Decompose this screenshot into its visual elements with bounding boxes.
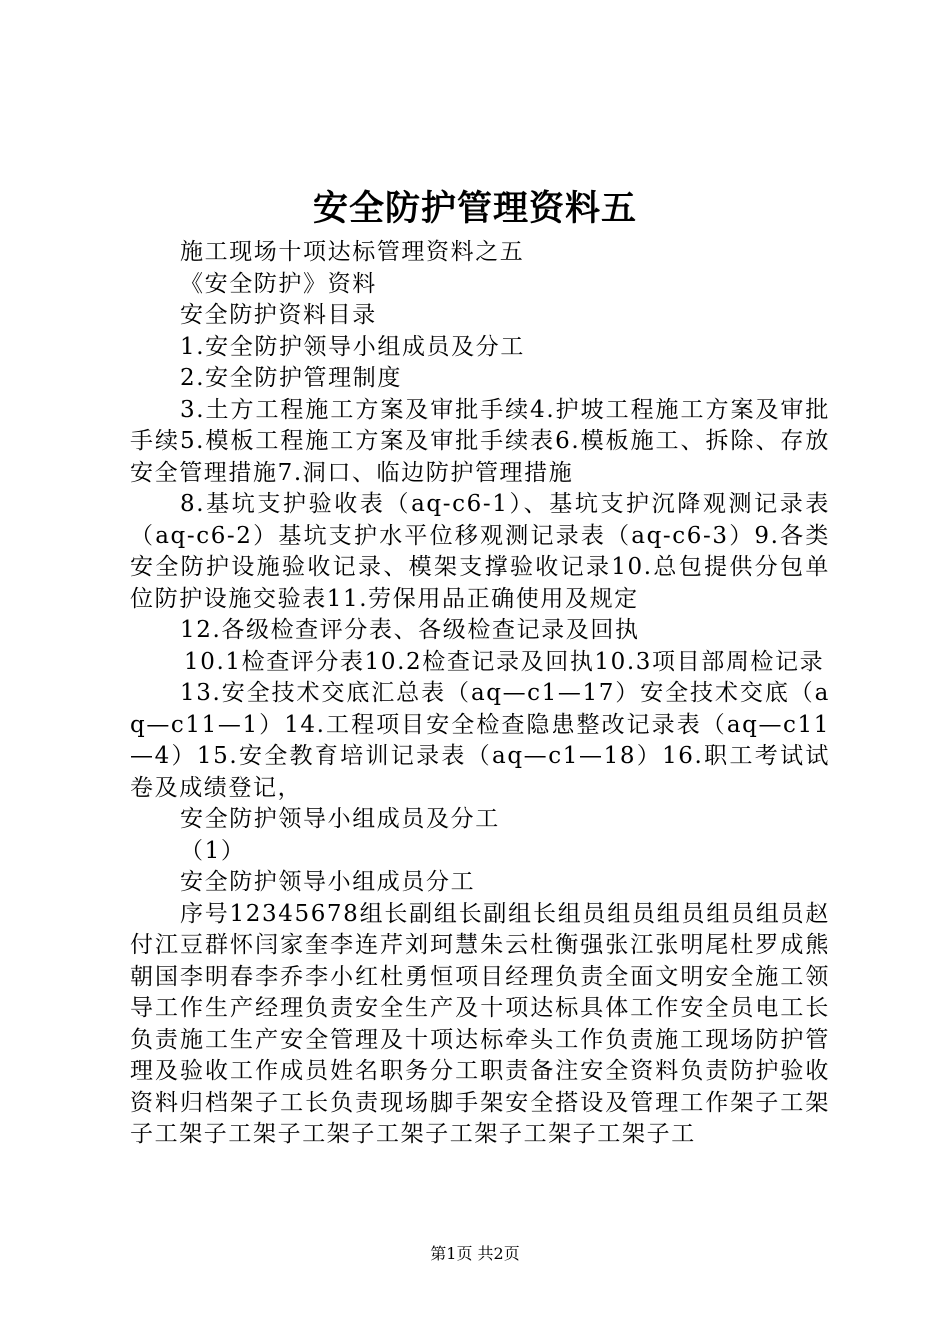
document-title: 安全防护管理资料五 xyxy=(312,189,637,229)
page-footer: 第1页 共2页 xyxy=(430,1244,520,1263)
paragraph-toc-heading: 安全防护资料目录 xyxy=(180,302,377,328)
paragraph-toc-items-10-sub: 10.1检查评分表10.2检查记录及回执10.3项目部周检记录 xyxy=(184,648,825,675)
paragraph-toc-items-8-11: 8.基坑支护验收表（aq-c6-1）、基坑支护沉降观测记录表（aq-c6-2）基坑支护水平位移观测记录表（aq-c6-3）9.各类安全防护设施验收记录、模架支撑验收记录10.总包提供分包单位防护设施交验表11.劳保用品正确使用及规定 xyxy=(130,491,830,612)
paragraph-toc-items-13-16: 13.安全技术交底汇总表（aq—c1—17）安全技术交底（aq—c11—1）14.工程项目安全检查隐患整改记录表（aq—c11—4）15.安全教育培训记录表（aq—c1—18）16.职工考试试卷及成绩登记， xyxy=(130,680,830,801)
document-body xyxy=(130,237,830,1151)
paragraph-toc-item-12: 12.各级检查评分表、各级检查记录及回执 xyxy=(180,617,640,643)
paragraph-table-content: 序号12345678组长副组长副组长组员组员组员组员组员赵付江豆群怀闫家奎李连芹刘珂慧朱云杜衡强张江张明尾杜罗成熊朝国李明春李乔李小红杜勇恒项目经理负责全面文明安全施工领导工作生产经理负责安全生产及十项达标具体工作安全员电工长负责施工生产安全管理及十项达标牵头工作负责施工现场防护管理及验收工作成员姓名职务分工职责备注安全资料负责防护验收资料归档架子工长负责现场脚手架安全搭设及管理工作架子工架子工架子工架子工架子工架子工架子工架子工架子工 xyxy=(130,900,830,1147)
paragraph-table-heading: 安全防护领导小组成员分工 xyxy=(180,869,476,895)
paragraph-section-number: （1） xyxy=(180,837,246,864)
paragraph-toc-item-1: 1.安全防护领导小组成员及分工 xyxy=(180,333,525,360)
paragraph-toc-item-2: 2.安全防护管理制度 xyxy=(180,365,402,391)
paragraph-material-name: 《安全防护》资料 xyxy=(180,270,377,297)
paragraph-toc-items-3-7: 3.土方工程施工方案及审批手续4.护坡工程施工方案及审批手续5.模板工程施工方案及审批手续表6.模板施工、拆除、存放安全管理措施7.洞口、临边防护管理措施 xyxy=(130,396,830,486)
paragraph-subtitle: 施工现场十项达标管理资料之五 xyxy=(180,239,525,265)
paragraph-section-heading: 安全防护领导小组成员及分工 xyxy=(180,806,500,832)
